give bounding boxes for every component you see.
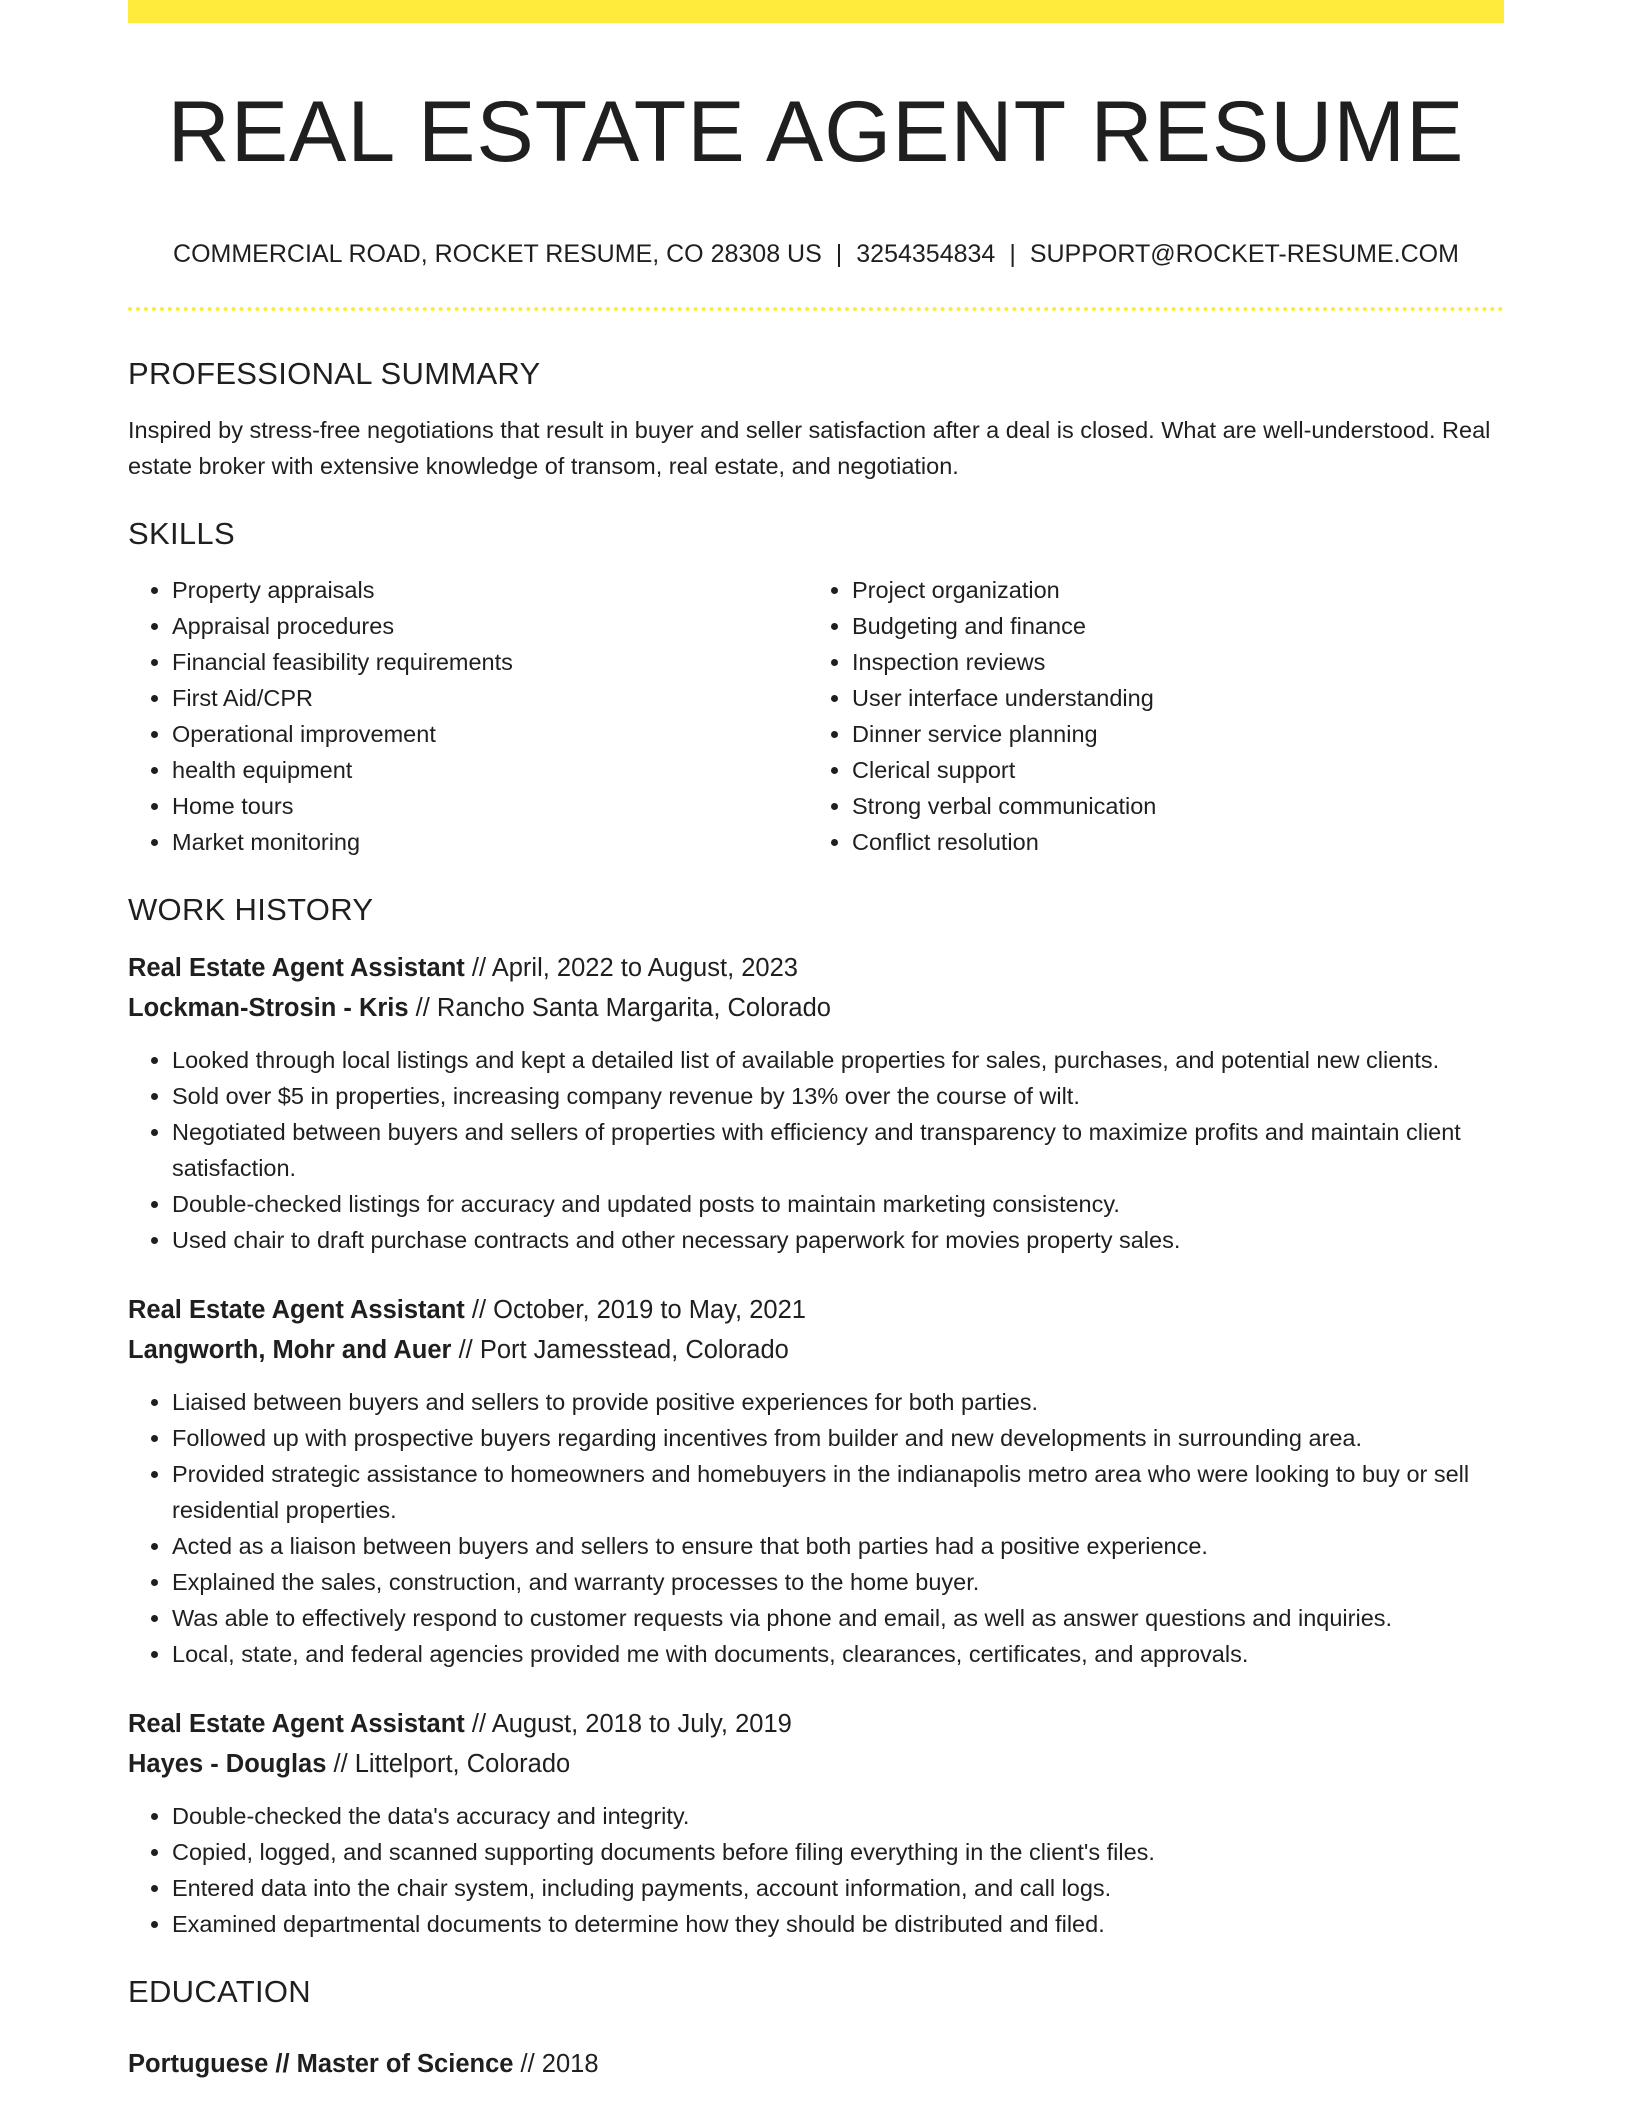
skill-item: • health equipment [172,752,808,788]
skill-item: • Property appraisals [172,572,808,608]
education-degree: Portuguese // Master of Science [128,2050,514,2078]
job-bullet: • Sold over $5 in properties, increasing company revenue by 13% over the course of wilt. [172,1078,1504,1114]
job-title-line [128,1704,1504,1744]
job-location: // Rancho Santa Margarita, Colorado [415,994,831,1022]
skill-item: • Inspection reviews [852,644,1488,680]
job-title-line [128,1290,1504,1330]
education-section [128,1972,1504,2084]
contact-separator: | [1009,240,1016,268]
skill-item: • Strong verbal communication [852,788,1488,824]
contact-phone: 3254354834 [856,240,996,268]
job-company-line [128,1330,1504,1370]
job-title: Real Estate Agent Assistant [128,1710,465,1738]
job-dates: // April, 2022 to August, 2023 [471,954,798,982]
summary-section [128,354,1504,484]
job-bullet: • Provided strategic assistance to homeowners and homebuyers in the indianapolis metro area who were looking to buy or sell residential properties. [172,1456,1504,1528]
job-title: Real Estate Agent Assistant [128,954,465,982]
job-bullet: • Acted as a liaison between buyers and sellers to ensure that both parties had a positive experience. [172,1528,1504,1564]
contact-address: COMMERCIAL ROAD, ROCKET RESUME, CO 28308 US [173,240,822,268]
skill-item: • Financial feasibility requirements [172,644,808,680]
job-bullet: • Double-checked the data's accuracy and integrity. [172,1798,1504,1834]
job-company: Hayes - Douglas [128,1750,327,1778]
job-dates: // August, 2018 to July, 2019 [471,1710,792,1738]
skill-item: • Appraisal procedures [172,608,808,644]
dotted-divider [128,307,1504,311]
work-history-heading: WORK HISTORY [128,892,374,927]
resume-title: REAL ESTATE AGENT RESUME [167,84,1465,180]
job-bullets [128,1042,1504,1258]
job-bullet: • Double-checked listings for accuracy and updated posts to maintain marketing consistency. [172,1186,1504,1222]
job-entry [128,1290,1504,1672]
skill-item: • Conflict resolution [852,824,1488,860]
skill-item: • Home tours [172,788,808,824]
job-bullets [128,1384,1504,1672]
education-heading: EDUCATION [128,1974,311,2009]
job-location: // Port Jamesstead, Colorado [458,1336,789,1364]
skills-columns [128,572,1504,860]
job-bullet: • Examined departmental documents to determine how they should be distributed and filed. [172,1906,1504,1942]
job-location: // Littelport, Colorado [333,1750,571,1778]
job-bullet: • Local, state, and federal agencies provided me with documents, clearances, certificates, and approvals. [172,1636,1504,1672]
job-bullet: • Was able to effectively respond to customer requests via phone and email, as well as answer questions and inquiries. [172,1600,1504,1636]
skill-item: • User interface understanding [852,680,1488,716]
job-dates: // October, 2019 to May, 2021 [471,1296,806,1324]
job-bullet: • Copied, logged, and scanned supporting documents before filing everything in the client's files. [172,1834,1504,1870]
work-history-section [128,890,1504,1942]
top-accent-bar [128,0,1504,23]
skills-column-right [808,572,1488,860]
job-title: Real Estate Agent Assistant [128,1296,465,1324]
job-list [128,948,1504,1942]
skill-item: • Project organization [852,572,1488,608]
job-entry [128,948,1504,1258]
skills-section [128,514,1504,860]
skill-item: • First Aid/CPR [172,680,808,716]
skills-column-left [128,572,808,860]
education-entry [128,2044,1504,2084]
skill-item: • Dinner service planning [852,716,1488,752]
skill-item: • Operational improvement [172,716,808,752]
skills-heading: SKILLS [128,516,235,551]
skill-item: • Market monitoring [172,824,808,860]
education-year: // 2018 [520,2050,599,2078]
job-bullet: • Used chair to draft purchase contracts and other necessary paperwork for movies property sales. [172,1222,1504,1258]
job-entry [128,1704,1504,1942]
summary-text: Inspired by stress-free negotiations that result in buyer and seller satisfaction after a deal is closed. What are well-understood. Real estate broker with extensive knowledge of transom, real estate, and negotiation. [128,417,1491,479]
skill-item: • Budgeting and finance [852,608,1488,644]
job-bullet: • Followed up with prospective buyers regarding incentives from builder and new developments in surrounding area. [172,1420,1504,1456]
resume-content [128,354,1504,2084]
job-bullet: • Explained the sales, construction, and warranty processes to the home buyer. [172,1564,1504,1600]
contact-email[interactable]: SUPPORT@ROCKET-RESUME.COM [1029,240,1459,268]
job-company: Langworth, Mohr and Auer [128,1336,452,1364]
job-title-line [128,948,1504,988]
job-bullet: • Liaised between buyers and sellers to provide positive experiences for both parties. [172,1384,1504,1420]
job-company: Lockman-Strosin - Kris [128,994,409,1022]
job-company-line [128,1744,1504,1784]
job-bullet: • Negotiated between buyers and sellers of properties with efficiency and transparency to maximize profits and maintain client satisfaction. [172,1114,1504,1186]
job-bullets [128,1798,1504,1942]
skill-item: • Clerical support [852,752,1488,788]
job-company-line [128,988,1504,1028]
contact-separator: | [835,240,843,268]
job-bullet: • Entered data into the chair system, including payments, account information, and call logs. [172,1870,1504,1906]
job-bullet: • Looked through local listings and kept a detailed list of available properties for sales, purchases, and potential new clients. [172,1042,1504,1078]
summary-heading: PROFESSIONAL SUMMARY [128,356,541,391]
contact-line [128,236,1504,272]
